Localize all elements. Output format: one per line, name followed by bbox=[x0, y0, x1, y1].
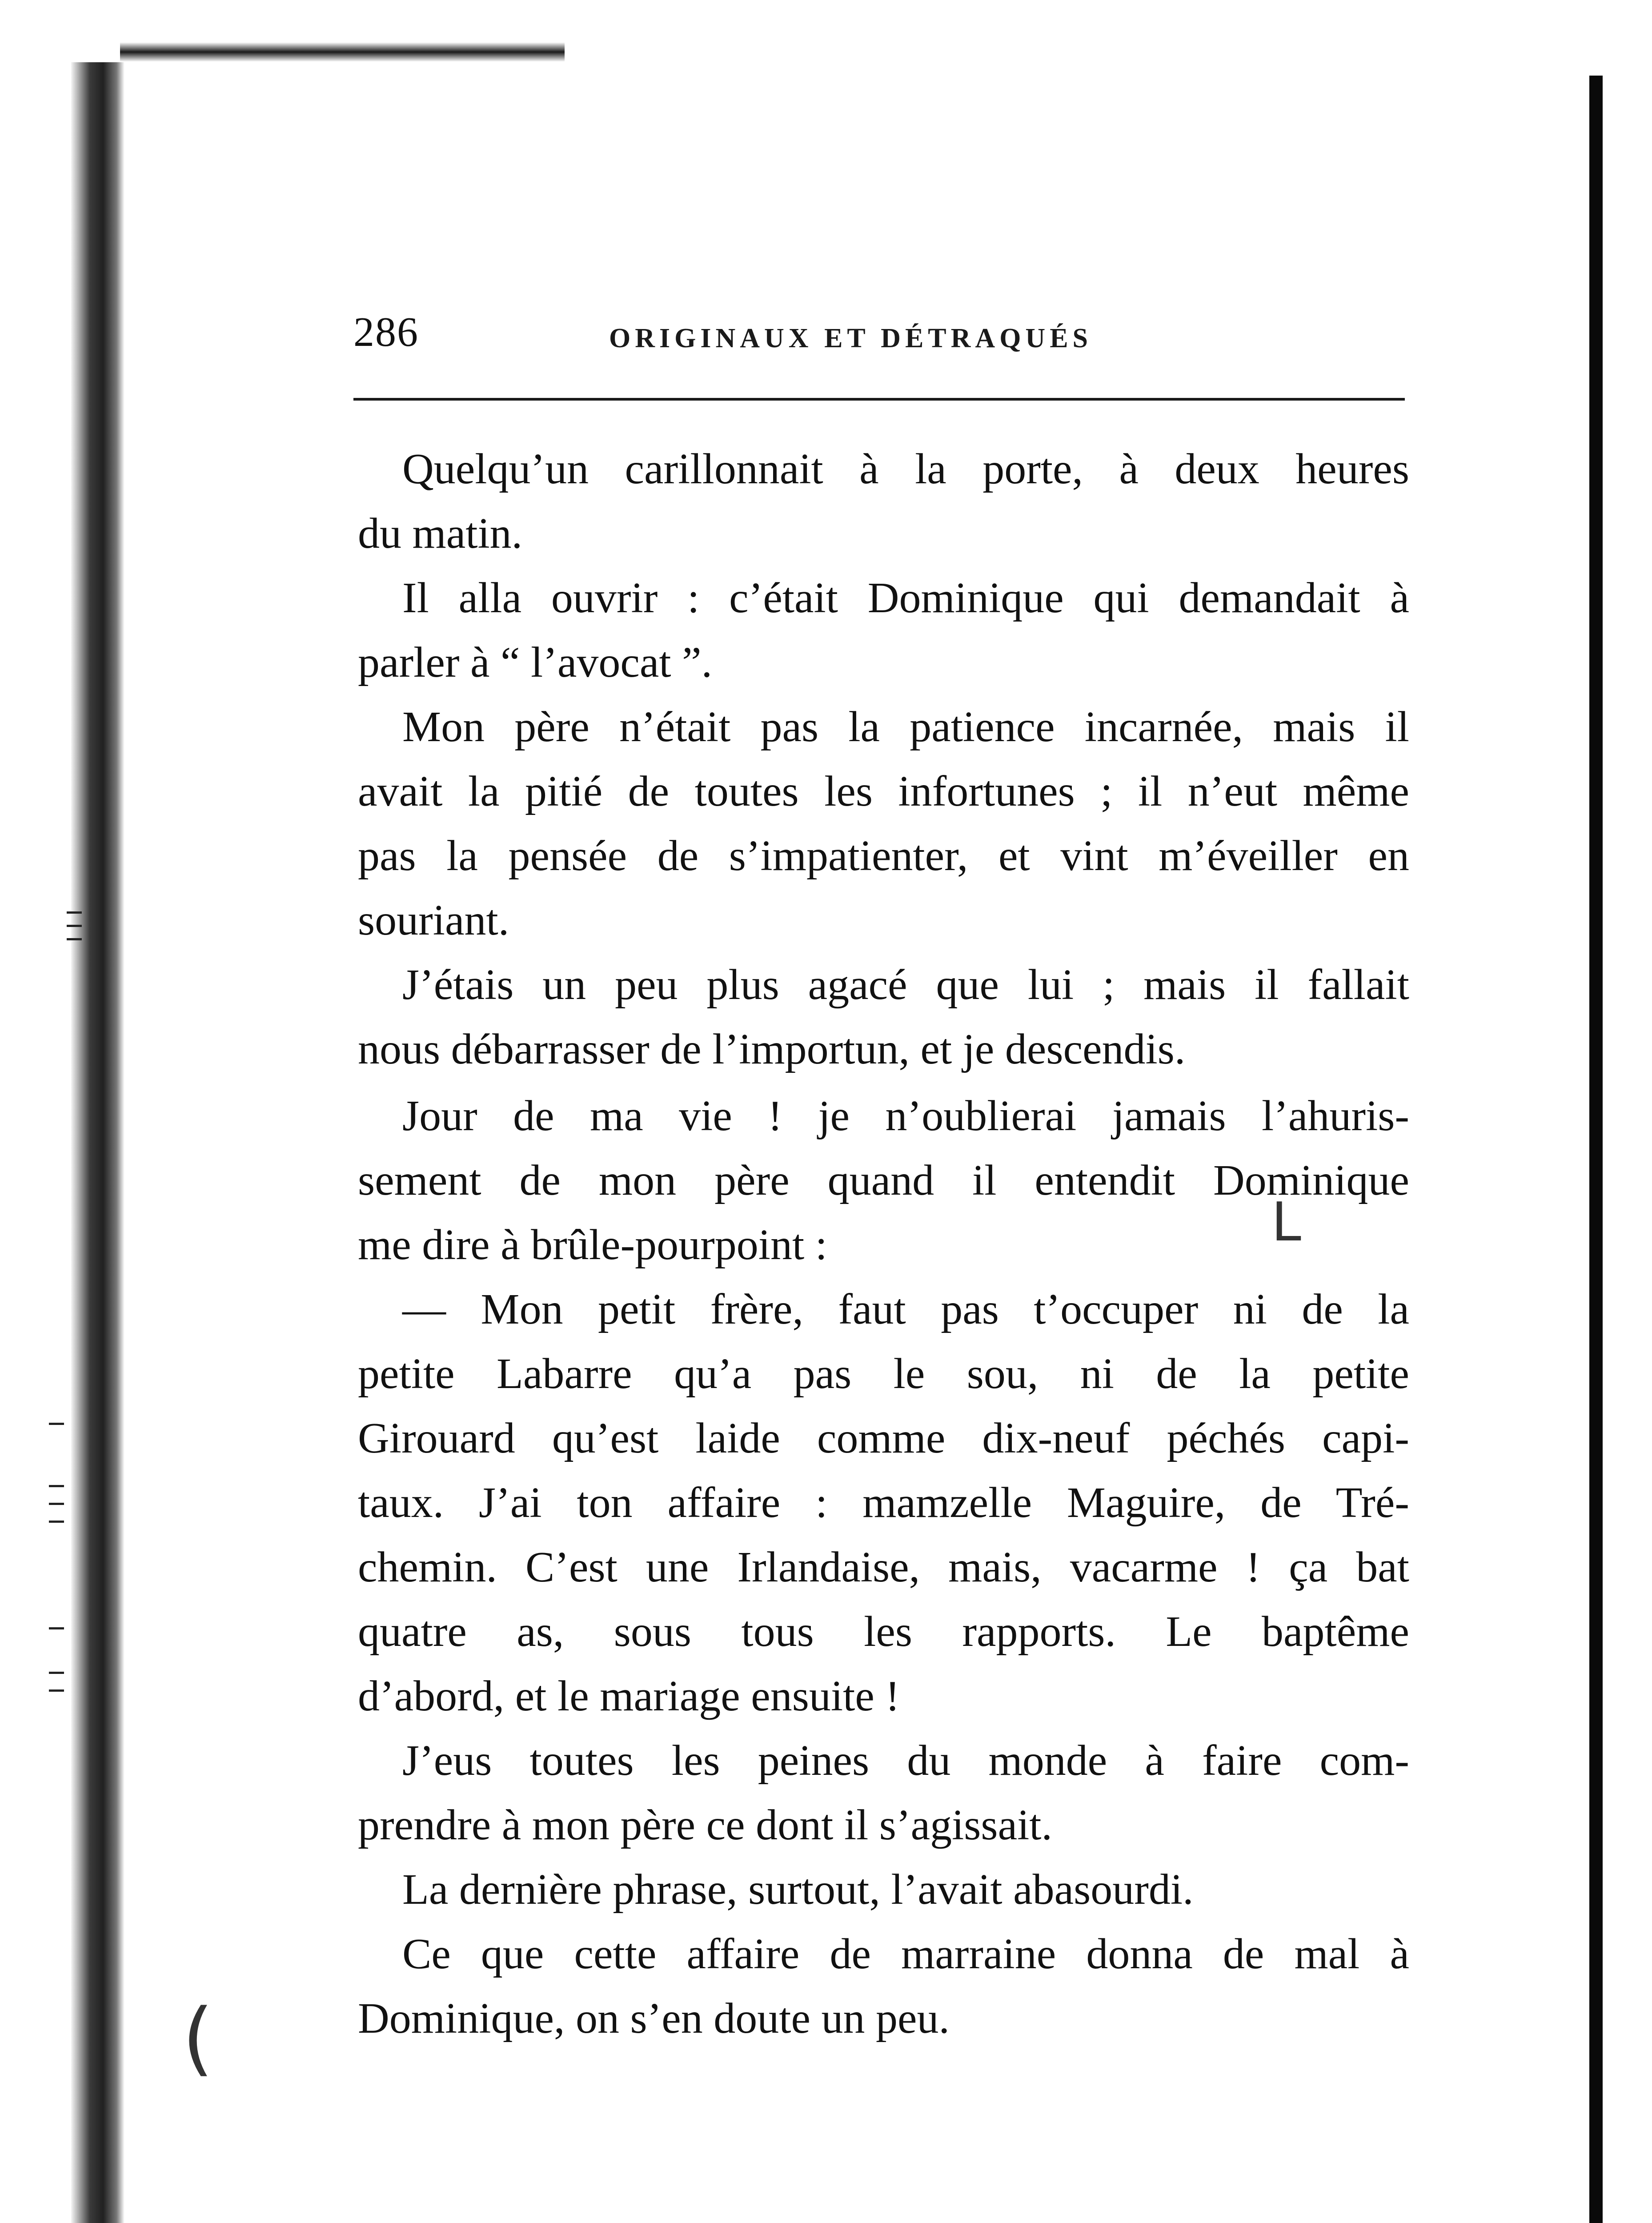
scan-tick-mark bbox=[49, 1521, 64, 1523]
scan-tick-mark bbox=[67, 911, 82, 914]
text-line: avait la pitié de toutes les infortunes ; il n’eut même bbox=[358, 767, 1409, 815]
page-number: 286 bbox=[353, 309, 419, 355]
text-line: pas la pensée de s’impatienter, et vint m’éveiller en bbox=[358, 832, 1409, 880]
text-line: Girouard qu’est laide comme dix-neuf péchés capi- bbox=[358, 1414, 1409, 1462]
scan-tick-mark bbox=[49, 1503, 64, 1505]
text-line: Jour de ma vie ! je n’oublierai jamais l’ahuris- bbox=[402, 1092, 1409, 1140]
text-line: La dernière phrase, surtout, l’avait abasourdi. bbox=[402, 1866, 1194, 1914]
scan-tick-mark bbox=[49, 1627, 64, 1629]
text-line: prendre à mon père ce dont il s’agissait. bbox=[358, 1801, 1053, 1849]
scan-tick-mark bbox=[49, 1423, 64, 1425]
scan-binding-shadow-left bbox=[71, 62, 124, 2223]
margin-letter-mark: L bbox=[1271, 1192, 1301, 1253]
scan-tick-mark bbox=[67, 938, 82, 940]
text-line: quatre as, sous tous les rapports. Le baptême bbox=[358, 1608, 1409, 1656]
header-rule bbox=[353, 398, 1405, 401]
text-line: sement de mon père quand il entendit Dominique bbox=[358, 1156, 1409, 1204]
text-line: taux. J’ai ton affaire : mamzelle Maguire, de Tré- bbox=[358, 1479, 1409, 1527]
text-line: Dominique, on s’en doute un peu. bbox=[358, 1994, 950, 2042]
scan-tick-mark bbox=[49, 1485, 64, 1487]
text-line: nous débarrasser de l’importun, et je descendis. bbox=[358, 1025, 1186, 1073]
text-line: souriant. bbox=[358, 896, 509, 944]
running-title: ORIGINAUX ET DÉTRAQUÉS bbox=[609, 323, 1093, 353]
scan-tick-mark bbox=[67, 925, 82, 927]
text-line: J’eus toutes les peines du monde à faire com- bbox=[402, 1737, 1409, 1785]
text-line: parler à “ l’avocat ”. bbox=[358, 638, 713, 686]
text-line: — Mon petit frère, faut pas t’occuper ni de la bbox=[402, 1285, 1409, 1333]
text-line: chemin. C’est une Irlandaise, mais, vacarme ! ça bat bbox=[358, 1543, 1409, 1591]
text-line: me dire à brûle-pourpoint : bbox=[358, 1221, 827, 1269]
text-line: Quelqu’un carillonnait à la porte, à deux heures bbox=[402, 445, 1409, 493]
text-line: du matin. bbox=[358, 510, 523, 558]
text-line: Mon père n’était pas la patience incarnée, mais il bbox=[402, 703, 1409, 751]
text-line: Ce que cette affaire de marraine donna de mal à bbox=[402, 1930, 1409, 1978]
scan-binding-shadow-top bbox=[120, 42, 565, 62]
text-line: Il alla ouvrir : c’était Dominique qui demandait à bbox=[402, 574, 1409, 622]
text-line: petite Labarre qu’a pas le sou, ni de la petite bbox=[358, 1350, 1409, 1398]
text-line: d’abord, et le mariage ensuite ! bbox=[358, 1672, 900, 1720]
scan-tick-mark bbox=[49, 1689, 64, 1692]
scan-tick-mark bbox=[49, 1672, 64, 1674]
text-line: J’étais un peu plus agacé que lui ; mais il fallait bbox=[402, 961, 1409, 1009]
scan-page-edge-right bbox=[1589, 76, 1603, 2223]
margin-paren-mark: ( bbox=[182, 1992, 214, 2085]
